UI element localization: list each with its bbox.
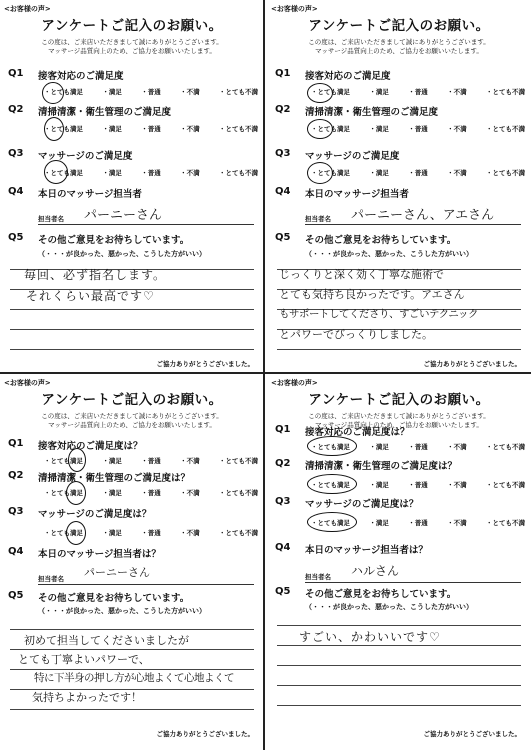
rater-underline [38,584,254,585]
rating-scale-q2: ・とても満足 ・満足 ・普通 ・不満 ・とても不満 [44,125,258,133]
survey-intro: この度は、ご来店いただきまして誠にありがとうございます。 マッサージ品質向上のため、ご協力をお願いいたします。 [308,38,490,55]
question-3: Q3 マッサージのご満足度 [275,148,400,162]
rating-scale-q1: ・とても満足 ・満足 ・普通 ・不満 ・とても不満 [311,443,525,451]
rating-scale-q1: ・とても満足 ・満足 ・普通 ・不満 ・とても不満 [44,88,258,96]
question-5: Q5 その他ご意見をお待ちしています。 [8,232,190,246]
rater-underline [38,224,254,225]
rater-label: 担当者名 [38,215,64,223]
question-1: Q1 接客対応のご満足度 [8,68,124,82]
comment-lines [277,606,521,706]
survey-title: アンケートご記入のお願い。 [308,392,490,408]
question-4: Q4 本日のマッサージ担当者 [275,186,409,200]
answer-mark-q1 [68,448,86,472]
survey-intro: この度は、ご来店いただきまして誠にありがとうございます。 マッサージ品質向上のため、ご協力をお願いいたします。 [308,412,490,429]
answer-mark-q2 [66,481,86,505]
rater-name: パーニーさん、アエさん [351,208,495,223]
thanks-note: ご協力ありがとうございました。 [423,730,521,738]
survey-card-1 [4,4,260,370]
comment-line-2: それくらい最高です♡ [26,289,155,303]
q5-subtitle: （・・・が良かった、悪かった、こうした方がいい） [38,250,206,258]
rating-scale-q3: ・とても満足 ・満足 ・普通 ・不満 ・とても不満 [311,169,525,177]
voice-tag: <お客様の声> [4,379,51,387]
answer-mark-q1 [42,82,64,104]
answer-mark-q3 [307,162,333,184]
rating-scale-q1: ・とても満足 ・満足 ・普通 ・不満 ・とても不満 [44,457,258,465]
rater-label: 担当者名 [305,573,331,581]
question-2: Q2 清掃清潔・衛生管理のご満足度は？ [275,458,458,472]
question-3: Q3 マッサージのご満足度は？ [8,506,152,520]
question-2: Q2 清掃清潔・衛生管理のご満足度は？ [8,470,191,484]
question-2: Q2 清掃清潔・衛生管理のご満足度 [8,104,172,118]
comment-line-4: 気持ちよかったです！ [32,691,142,704]
rating-scale-q2: ・とても満足 ・満足 ・普通 ・不満 ・とても不満 [44,489,258,497]
vertical-divider [263,0,265,750]
q5-subtitle: （・・・が良かった、悪かった、こうした方がいい） [305,250,473,258]
survey-intro: この度は、ご来店いただきまして誠にありがとうございます。 マッサージ品質向上のため、ご協力をお願いいたします。 [41,38,223,55]
rating-scale-q1: ・とても満足 ・満足 ・普通 ・不満 ・とても不満 [311,88,525,96]
question-5: Q5 その他ご意見をお待ちしています。 [8,590,190,604]
rater-name: ハルさん [351,564,400,578]
rater-underline [305,582,521,583]
comment-line-1: じっくりと深く効く丁寧な施術で [279,268,444,281]
thanks-note: ご協力ありがとうございました。 [156,360,254,368]
survey-title: アンケートご記入のお願い。 [41,392,223,408]
rater-label: 担当者名 [38,575,64,583]
comment-line-3: もサポートしてくださり、すごいテクニック [279,308,478,320]
survey-intro: この度は、ご来店いただきまして誠にありがとうございます。 マッサージ品質向上のため、ご協力をお願いいたします。 [41,412,223,429]
rater-name: パーニーさん [84,566,150,579]
answer-mark-q2 [307,119,333,139]
comment-line-1: 毎回、必ず指名します。 [24,268,167,282]
question-2: Q2 清掃清潔・衛生管理のご満足度 [275,104,439,118]
question-4: Q4 本日のマッサージ担当者は？ [8,546,161,560]
question-5: Q5 その他ご意見をお待ちしています。 [275,232,457,246]
comment-line-2: とても気持ち良かったです。アエさん [279,288,465,301]
rating-scale-q3: ・とても満足 ・満足 ・普通 ・不満 ・とても不満 [44,169,258,177]
survey-card-2 [271,4,527,370]
q5-subtitle: （・・・が良かった、悪かった、こうした方がいい） [305,603,473,611]
survey-title: アンケートご記入のお願い。 [308,18,490,34]
rating-scale-q2: ・とても満足 ・満足 ・普通 ・不満 ・とても不満 [311,125,525,133]
survey-card-4 [271,378,527,744]
comment-line-3: 特に下半身の押し方が心地よくて心地よくて [34,672,234,684]
answer-mark-q3 [44,160,68,184]
answer-mark-q1 [307,83,333,103]
comment-line-2: とても丁寧よいパワーで、 [18,653,150,666]
q5-subtitle: （・・・が良かった、悪かった、こうした方がいい） [38,607,206,615]
question-4: Q4 本日のマッサージ担当者 [8,186,142,200]
voice-tag: <お客様の声> [4,5,51,13]
answer-mark-q1 [307,436,357,456]
rating-scale-q2: ・とても満足 ・満足 ・普通 ・不満 ・とても不満 [311,481,525,489]
thanks-note: ご協力ありがとうございました。 [156,730,254,738]
question-3: Q3 マッサージのご満足度は？ [275,496,419,510]
comment-line-1: 初めて担当してくださいましたが [24,634,189,647]
survey-card-3 [4,378,260,744]
question-1: Q1 接客対応のご満足度 [275,68,391,82]
answer-mark-q3 [66,521,86,545]
voice-tag: <お客様の声> [271,5,318,13]
thanks-note: ご協力ありがとうございました。 [423,360,521,368]
question-3: Q3 マッサージのご満足度 [8,148,133,162]
rater-label: 担当者名 [305,215,331,223]
comment-line-1: すごい、かわいいです♡ [299,630,441,644]
comment-line-4: とパワーでびっくりしました。 [279,328,433,341]
answer-mark-q3 [307,512,357,532]
answer-mark-q2 [44,117,64,141]
question-5: Q5 その他ご意見をお待ちしています。 [275,586,457,600]
question-1: Q1 接客対応のご満足度は？ [8,438,143,452]
voice-tag: <お客様の声> [271,379,318,387]
question-4: Q4 本日のマッサージ担当者は？ [275,542,428,556]
rating-scale-q3: ・とても満足 ・満足 ・普通 ・不満 ・とても不満 [44,529,258,537]
rating-scale-q3: ・とても満足 ・満足 ・普通 ・不満 ・とても不満 [311,519,525,527]
question-1: Q1 接客対応のご満足度は？ [275,424,410,438]
survey-title: アンケートご記入のお願い。 [41,18,223,34]
horizontal-divider [0,372,531,374]
rater-underline [305,224,521,225]
answer-mark-q2 [307,474,357,494]
rater-name: パーニーさん [84,208,163,223]
